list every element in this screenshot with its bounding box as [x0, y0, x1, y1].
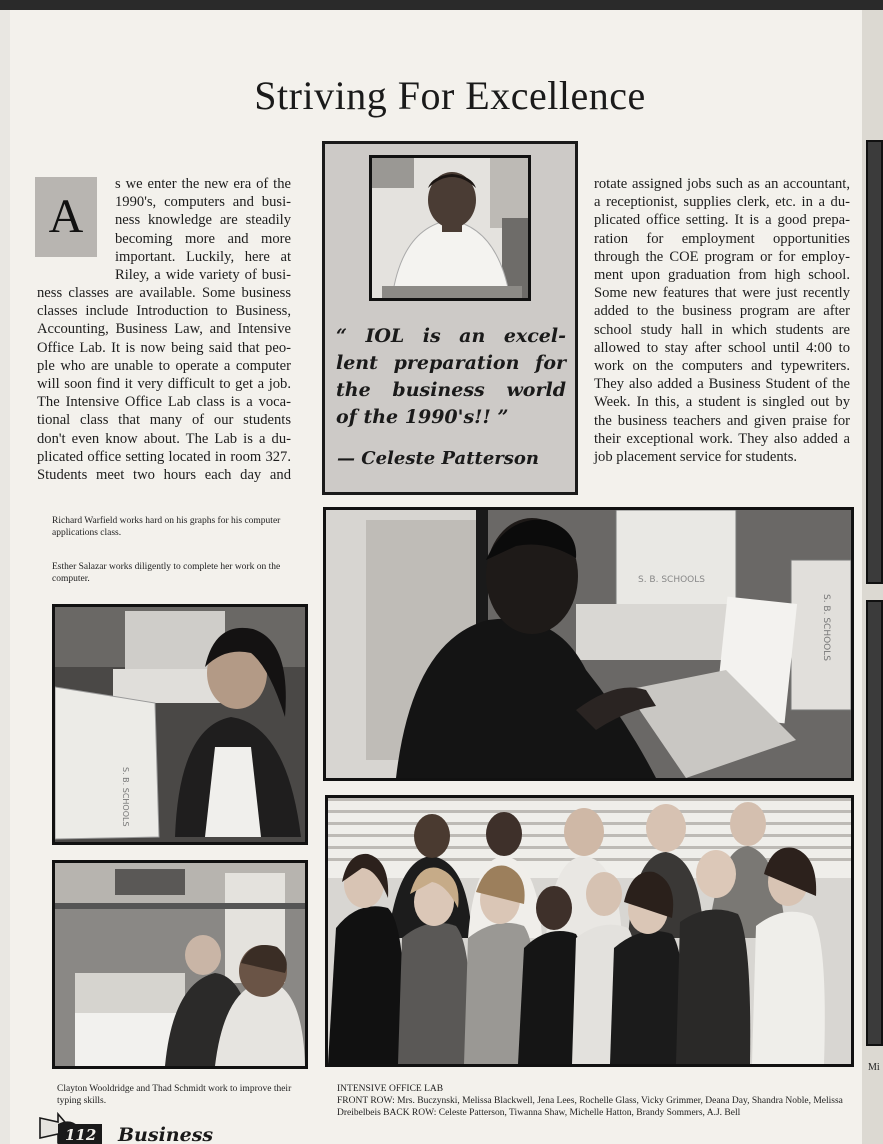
pull-quote-line: of the 1990's!! ”: [336, 406, 509, 428]
scan-top-edge: [0, 0, 883, 10]
body-text-line: becoming more and more: [115, 230, 291, 247]
body-text-line: allowed to stay after school until 4:00 to: [594, 339, 850, 356]
body-text-line: ness classes are available. Some business: [37, 285, 291, 301]
photo-richard-warfield: [323, 507, 854, 781]
body-text-line: added to the business program are after: [594, 303, 850, 320]
photo-intensive-office-lab-group: [325, 795, 854, 1067]
body-text-line: plicated office setting located in room 327.: [37, 448, 291, 465]
pull-quote-attribution: — Celeste Patterson: [337, 448, 540, 469]
body-text-line: plicated office setting. It is a good prepa-: [594, 212, 850, 229]
monitor-label: S. B. SCHOOLS: [121, 767, 130, 827]
photo-typing-class: [52, 860, 308, 1069]
facing-page-text: Mi: [868, 1062, 880, 1073]
facing-page-photo: [866, 140, 883, 584]
body-text-left: [37, 284, 291, 484]
body-text-line: job placement service for students.: [594, 449, 798, 466]
body-text-line: the business teachers and given praise for: [594, 412, 850, 429]
body-text-line: 1990's, computers and busi-: [115, 194, 291, 211]
caption-group-names: FRONT ROW: Mrs. Buczynski, Melissa Blackwell, Jena Lees, Rochelle Glass, Vicky Grimmer, Deana Day, Shandra Noble, Melissa Dreibelbeis BACK ROW: Celeste Patterson, Tiwanna Shaw, Michelle Hatton, Brandy Sommers, A.J. Bell: [337, 1096, 843, 1118]
caption-group: [337, 1083, 852, 1119]
caption-warfield: Richard Warfield works hard on his graphs for his computer applications class.: [52, 516, 281, 538]
drop-cap: A: [35, 177, 97, 257]
body-text-line: Office Lab. It is now being said that peo-: [37, 339, 291, 356]
caption-salazar: Esther Salazar works diligently to complete her work on the computer.: [52, 562, 281, 584]
page-title: Striving For Excellence: [254, 73, 646, 118]
body-text-line: Accounting, Business Law, and Intensive: [37, 321, 291, 338]
body-text-line: Some new features that were just recently: [594, 285, 850, 302]
body-text-line: tional class that many of our students: [37, 412, 291, 429]
body-text-line: s we enter the new era of the: [115, 176, 291, 192]
photo-esther-salazar: [52, 604, 308, 845]
body-text-line: They also added a Business Student of the: [594, 376, 850, 393]
body-text-line: a receptionist, supplies clerk, etc. in a du-: [594, 194, 850, 211]
body-text-line: ness knowledge are steadily: [115, 212, 291, 229]
body-text-line: Students meet two hours each day and: [37, 467, 291, 484]
facing-page-photo: [866, 600, 883, 1046]
body-text-line: their exceptional work. They also added a: [594, 430, 850, 447]
caption-group-title: INTENSIVE OFFICE LAB: [337, 1084, 444, 1094]
student-portrait-photo: [369, 155, 531, 301]
body-text-left-indented: [115, 175, 291, 284]
page-folio: [38, 1112, 258, 1144]
section-name: Business: [118, 1124, 214, 1144]
pull-quote-line: “ IOL is an excel-: [336, 325, 566, 347]
body-text-line: ration for employment opportunities: [594, 230, 850, 247]
body-text-line: through the COE program or for employ-: [594, 248, 850, 265]
caption-wooldridge: Clayton Wooldridge and Thad Schmidt work to improve their typing skills.: [57, 1084, 292, 1106]
body-text-line: ment upon graduation from high school.: [594, 267, 850, 284]
body-text-line: work on the computers and typewriters.: [594, 358, 850, 375]
body-text-line: will soon find it very difficult to get a job.: [37, 376, 291, 393]
monitor-label: S. B. SCHOOLS: [638, 575, 705, 585]
body-text-line: ple who are unable to operate a computer: [37, 357, 291, 374]
pull-quote-line: the business world: [336, 379, 566, 401]
page-number: 112: [65, 1126, 97, 1144]
body-text-line: rotate assigned jobs such as an accountant,: [594, 176, 850, 192]
body-text-line: important. Luckily, here at: [115, 248, 291, 265]
body-text-right: [594, 175, 850, 466]
body-text-line: school study hall in which students are: [594, 321, 850, 338]
monitor-label: S. B. SCHOOLS: [821, 594, 831, 661]
body-text-line: The Intensive Office Lab class is a voca-: [37, 394, 291, 411]
body-text-line: classes include Introduction to Business,: [37, 303, 291, 320]
body-text-line: Riley, a wide variety of busi-: [115, 267, 291, 284]
body-text-line: don't even know about. The Lab is a du-: [37, 430, 291, 447]
body-text-line: Week. In this, a student is singled out by: [594, 394, 850, 411]
pull-quote-line: lent preparation for: [336, 352, 566, 374]
pull-quote-text: [336, 323, 566, 431]
